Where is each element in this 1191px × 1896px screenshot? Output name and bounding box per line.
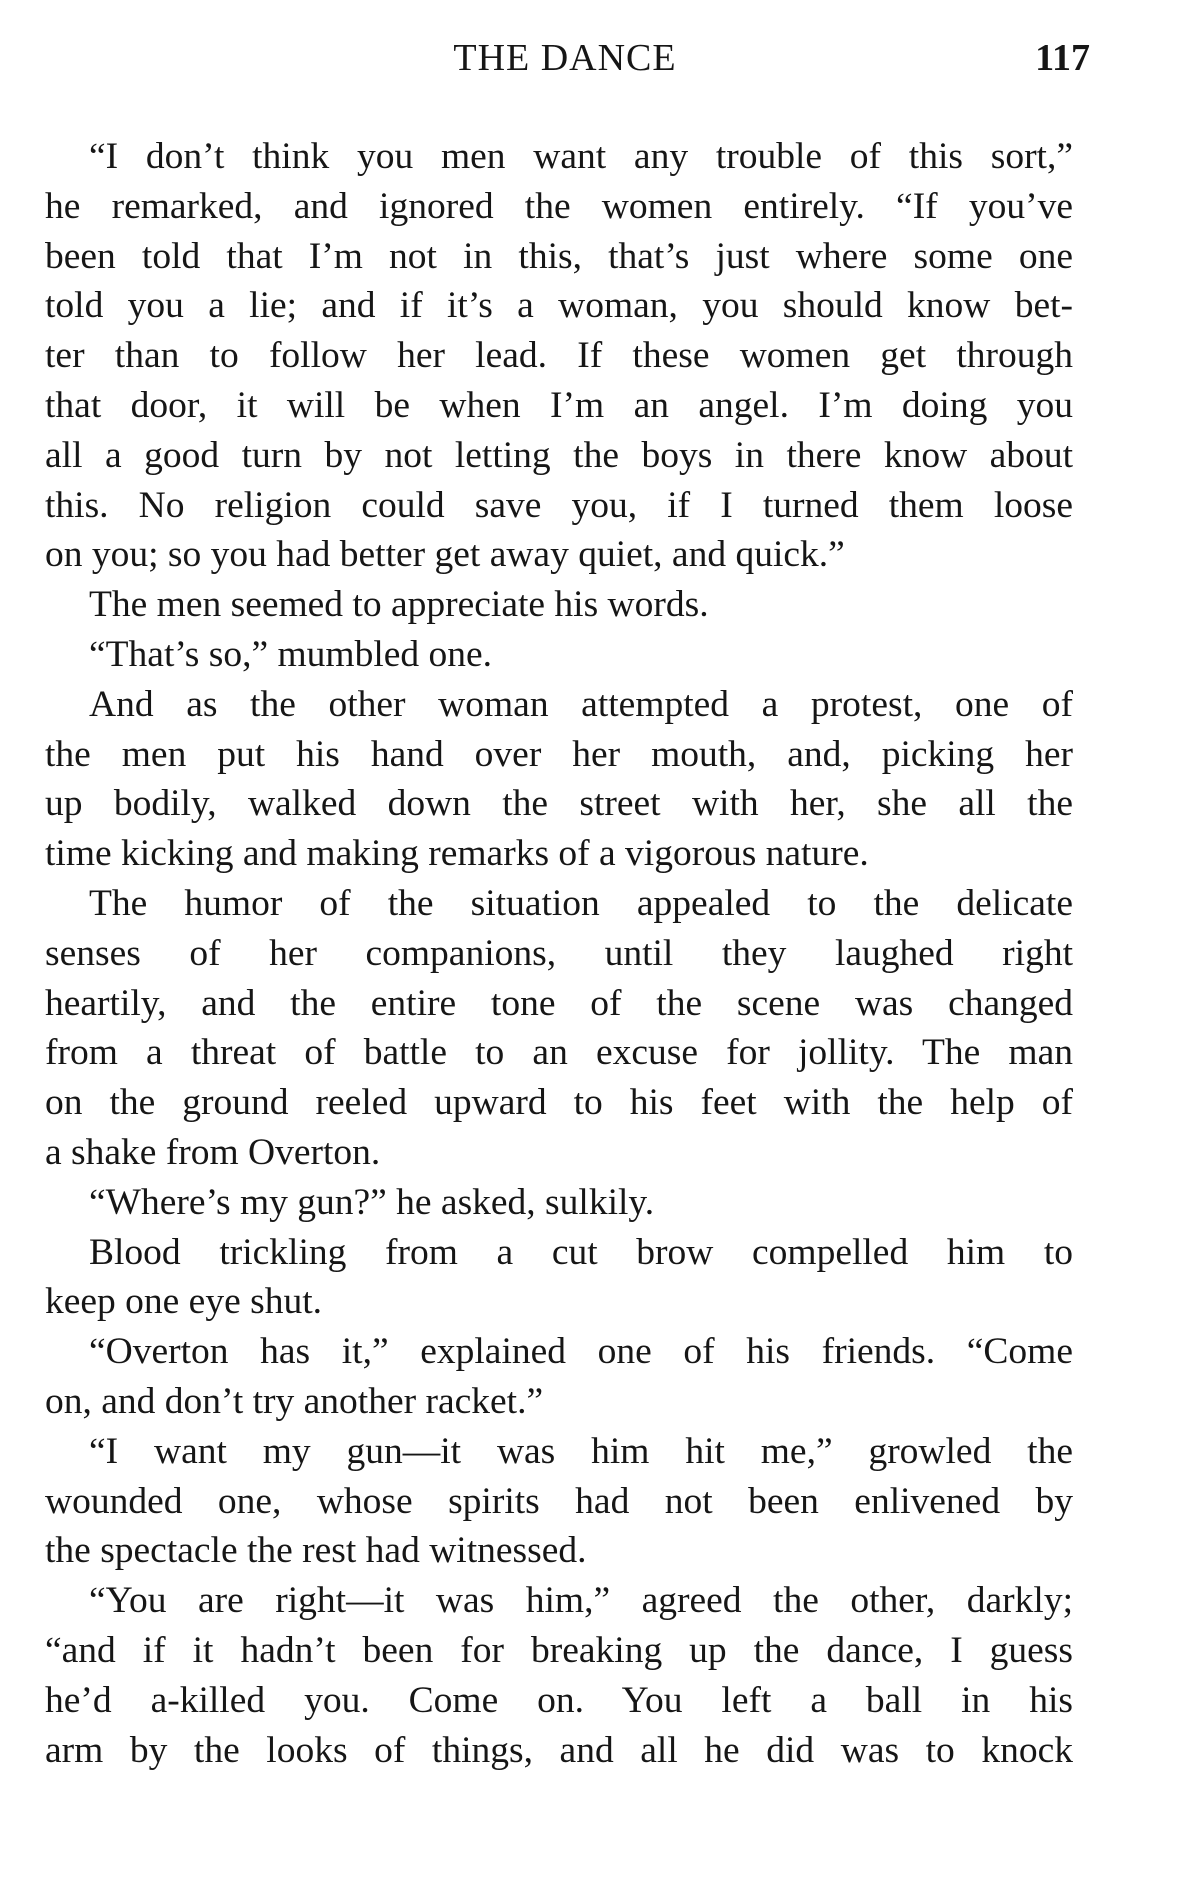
text-line: heartily, and the entire tone of the scene was changed: [45, 982, 1073, 1024]
text-line: “You are right—it was him,” agreed the other, darkly;: [89, 1580, 1073, 1622]
text-line: this. No religion could save you, if I turned them loose: [45, 484, 1073, 526]
text-line: “I don’t think you men want any trouble of this sort,”: [89, 136, 1073, 177]
text-line: told you a lie; and if it’s a woman, you should know bet-: [45, 285, 1073, 327]
text-line: “That’s so,” mumbled one.: [89, 633, 493, 675]
text-line: he remarked, and ignored the women entirely. “If you’ve: [45, 185, 1073, 227]
text-line: “Where’s my gun?” he asked, sulkily.: [89, 1181, 655, 1223]
text-line: Blood trickling from a cut brow compelled him to: [89, 1231, 1073, 1273]
text-line: ter than to follow her lead. If these women get through: [45, 335, 1073, 377]
text-line: on, and don’t try another racket.”: [45, 1380, 544, 1422]
text-line: The humor of the situation appealed to the delicate: [89, 882, 1073, 924]
text-line: And as the other woman attempted a protest, one of: [89, 683, 1073, 725]
text-line: the spectacle the rest had witnessed.: [45, 1530, 587, 1572]
text-line: on you; so you had better get away quiet, and quick.”: [45, 534, 845, 576]
text-line: from a threat of battle to an excuse for jollity. The man: [45, 1032, 1073, 1074]
text-line: arm by the looks of things, and all he did was to knock: [45, 1729, 1073, 1771]
text-line: The men seemed to appreciate his words.: [89, 584, 709, 626]
text-line: senses of her companions, until they laughed right: [45, 932, 1073, 974]
text-line: the men put his hand over her mouth, and, picking her: [45, 733, 1073, 775]
text-line: “Overton has it,” explained one of his friends. “Come: [89, 1331, 1073, 1373]
text-line: he’d a-killed you. Come on. You left a ball in his: [45, 1679, 1073, 1721]
running-header: [40, 36, 1090, 86]
text-line: been told that I’m not in this, that’s just where some one: [45, 235, 1073, 277]
text-line: “I want my gun—it was him hit me,” growled the: [89, 1430, 1073, 1472]
text-line: time kicking and making remarks of a vigorous nature.: [45, 833, 869, 875]
text-line: that door, it will be when I’m an angel. I’m doing you: [45, 384, 1073, 426]
text-line: wounded one, whose spirits had not been enlivened by: [45, 1480, 1073, 1522]
page-number: 117: [1035, 37, 1090, 79]
text-line: all a good turn by not letting the boys in there know about: [45, 434, 1073, 476]
text-line: keep one eye shut.: [45, 1281, 322, 1323]
chapter-title: THE DANCE: [453, 37, 677, 79]
text-line: a shake from Overton.: [45, 1131, 381, 1173]
text-line: “and if it hadn’t been for breaking up the dance, I guess: [45, 1629, 1073, 1671]
text-line: up bodily, walked down the street with her, she all the: [45, 783, 1073, 825]
page-body: [45, 132, 1073, 1775]
text-line: on the ground reeled upward to his feet with the help of: [45, 1082, 1073, 1124]
